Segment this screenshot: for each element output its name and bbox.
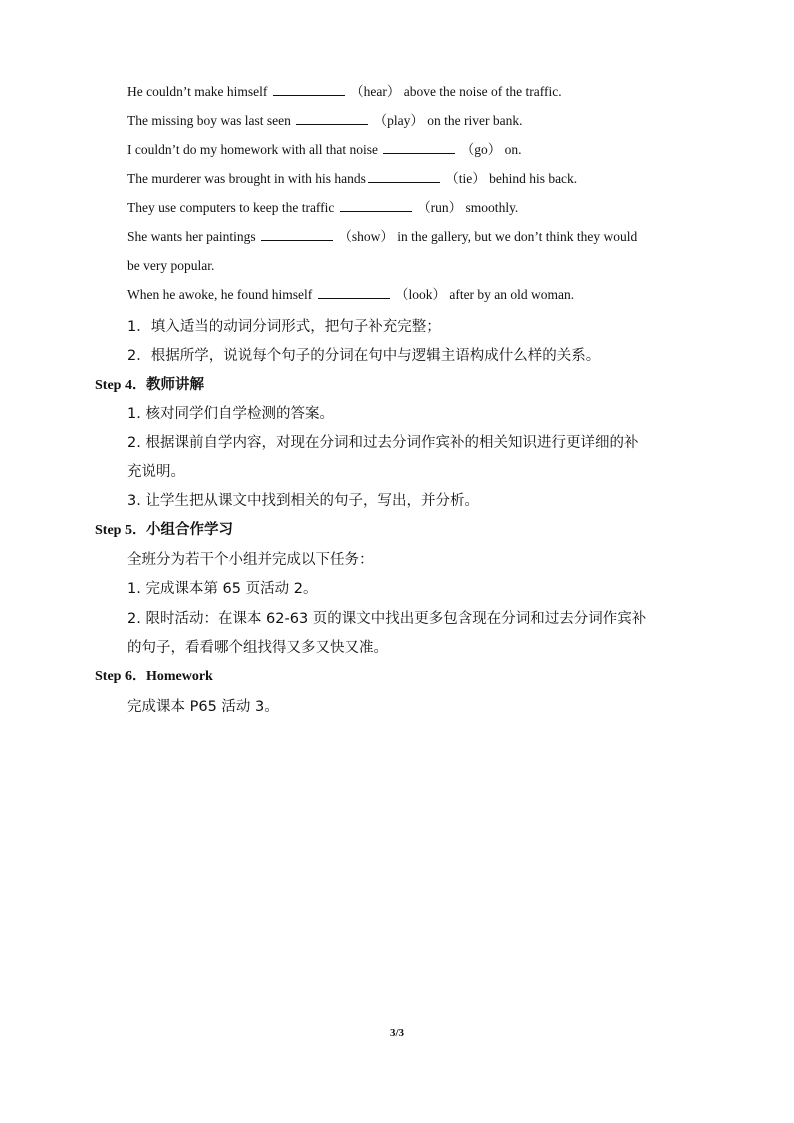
answer-blank [383,140,455,154]
exercise-line [127,109,697,138]
step-label: Step 4． [95,378,146,393]
exercise-text: （tie） behind his back. [445,171,578,186]
step-title: 教师讲解 [145,377,204,393]
exercise-text: （hear） above the noise of the traffic. [350,84,562,99]
answer-blank [368,169,440,183]
answer-blank [296,111,368,125]
exercise-text: （show） in the gallery, but we don’t think they would [338,229,638,244]
step-4-item: 1. 核对同学们自学检测的答案。 [127,406,334,422]
step-label: Step 5． [95,523,146,538]
step-5-item: 2. 限时活动：在课本 62-63 页的课文中找出更多包含现在分词和过去分词作宾补 [127,611,647,627]
step-4-item: 2. 根据课前自学内容，对现在分词和过去分词作宾补的相关知识进行更详细的补 [127,435,639,451]
step-5-heading [95,515,233,546]
instruction-2: 2．根据所学，说说每个句子的分词在句中与逻辑主语构成什么样的关系。 [127,348,601,364]
exercise-text: （play） on the river bank. [373,113,523,128]
exercise-text: I couldn’t do my homework with all that noise [127,142,378,157]
exercise-list [127,80,697,312]
step-5-item: 全班分为若干个小组并完成以下任务： [127,552,374,568]
instruction-1: 1．填入适当的动词分词形式，把句子补充完整； [127,319,441,335]
exercise-line [127,138,697,167]
exercise-line [127,225,697,254]
answer-blank [261,227,333,241]
step-6-item: 完成课本 P65 活动 3。 [127,699,279,715]
step-6-heading: Step 6．Homework [95,669,213,684]
exercise-line [127,167,697,196]
exercise-text: （go） on. [460,142,522,157]
step-4-item: 充说明。 [127,464,185,480]
step-5-item: 的句子，看看哪个组找得又多又快又准。 [127,640,388,656]
exercise-line [127,283,697,312]
exercise-line [127,254,697,283]
step-title: 小组合作学习 [145,522,233,538]
answer-blank [318,285,390,299]
exercise-text: （run） smoothly. [417,200,519,215]
exercise-line [127,80,697,109]
exercise-text: When he awoke, he found himself [127,287,313,302]
step-4-heading [95,370,204,401]
exercise-text: The murderer was brought in with his hands [127,171,366,186]
exercise-line [127,196,697,225]
page-number: 3/3 [389,1027,405,1039]
exercise-text: He couldn’t make himself [127,84,268,99]
answer-blank [273,82,345,96]
exercise-text: be very popular. [127,258,215,273]
step-4-item: 3. 让学生把从课文中找到相关的句子，写出，并分析。 [127,493,479,509]
exercise-text: She wants her paintings [127,229,256,244]
answer-blank [340,198,412,212]
exercise-text: （look） after by an old woman. [394,287,575,302]
step-5-item: 1. 完成课本第 65 页活动 2。 [127,581,318,597]
exercise-text: They use computers to keep the traffic [127,200,335,215]
exercise-text: The missing boy was last seen [127,113,291,128]
